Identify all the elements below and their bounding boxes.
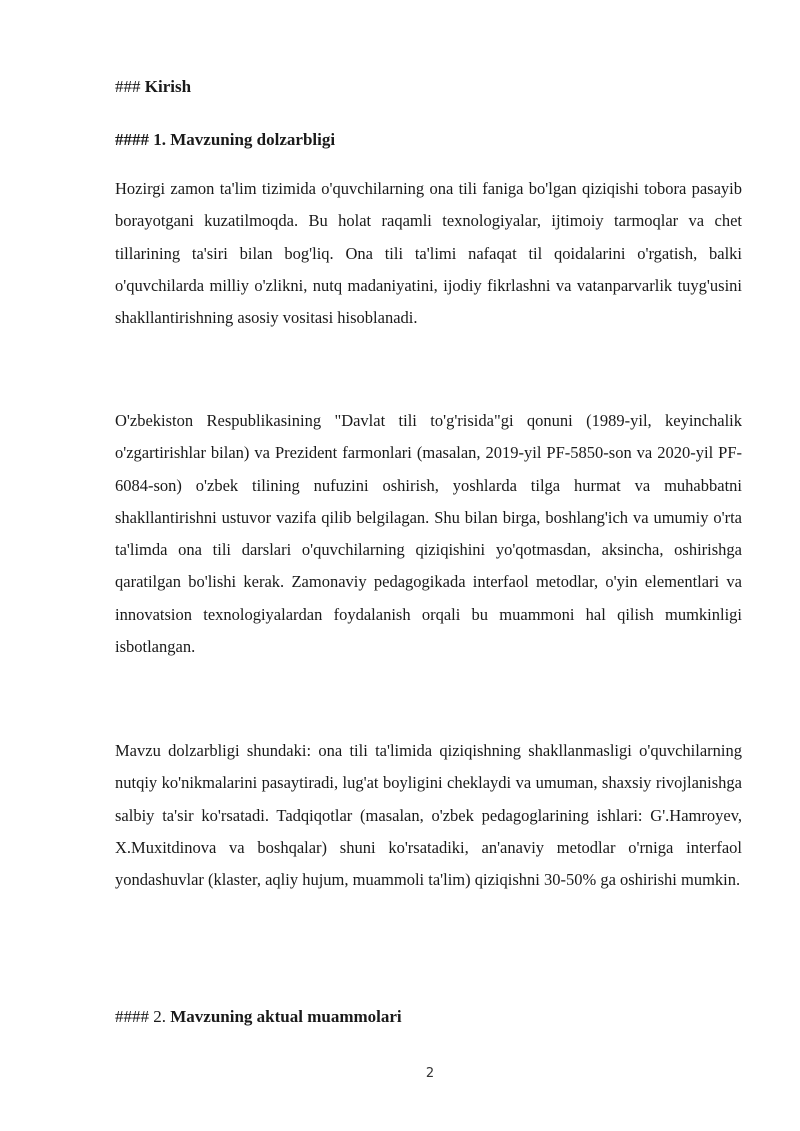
heading-section-2 [115, 1006, 402, 1028]
heading-section-2-prefix: #### 2. [115, 1007, 166, 1026]
paragraph-2: O'zbekiston Respublikasining "Davlat tili to'g'risida"gi qonuni (1989-yil, keyinchalik o'zgartirishlar bilan) va Prezident farmonlari (masalan, 2019-yil PF-5850-son va 2020-yil PF-6084-son) o'zbek tilining nufuzini oshirish, yoshlarda tilga hurmat va muhabbatni shakllantirishni ustuvor vazifa qilib belgilagan. Shu bilan birga, boshlang'ich va umumiy o'rta ta'limda ona tili darslari o'quvchilarning qiziqishini yo'qotmasdan, aksincha, oshirishga qaratilgan bo'lishi kerak. Zamonaviy pedagogikada interfaol metodlar, o'yin elementlari va innovatsion texnologiyalardan foydalanish orqali bu muammoni hal qilish mumkinligi isbotlangan. [115, 411, 742, 657]
paragraph-1: Hozirgi zamon ta'lim tizimida o'quvchilarning ona tili faniga bo'lgan qiziqishi tobora pasayib borayotgani kuzatilmoqda. Bu holat raqamli texnologiyalar, ijtimoiy tarmoqlar va chet tillarining ta'siri bilan bog'liq. Ona tili ta'limi nafaqat til qoidalarini o'rgatish, balki o'quvchilarda milliy o'zlikni, nutq madaniyatini, ijodiy fikrlashni va vatanparvarlik tuyg'usini shakllantirishning asosiy vositasi hisoblanadi. [115, 179, 742, 328]
heading-intro-prefix: ### [115, 77, 141, 96]
heading-section-1 [115, 129, 335, 151]
heading-section-2-text: Mavzuning aktual muammolari [170, 1007, 402, 1026]
paragraph-3: Mavzu dolzarbligi shundaki: ona tili ta'limida qiziqishning shakllanmasligi o'quvchilarning nutqiy ko'nikmalarini pasaytiradi, lug'at boyligini cheklaydi va umuman, shaxsiy rivojlanishga salbiy ta'sir ko'rsatadi. Tadqiqotlar (masalan, o'zbek pedagoglarining ishlari: G'.Hamroyev, X.Muxitdinova va boshqalar) shuni ko'rsatadiki, an'anaviy metodlar o'rniga interfaol yondashuvlar (klaster, aqliy hujum, muammoli ta'lim) qiziqishni 30-50% ga oshirishi mumkin. [115, 741, 742, 890]
heading-section-1-prefix: #### [115, 130, 149, 149]
heading-intro-text: Kirish [144, 77, 192, 96]
heading-intro [115, 76, 191, 98]
page-number: 2 [425, 1066, 435, 1081]
heading-section-1-text: 1. Mavzuning dolzarbligi [153, 130, 336, 149]
